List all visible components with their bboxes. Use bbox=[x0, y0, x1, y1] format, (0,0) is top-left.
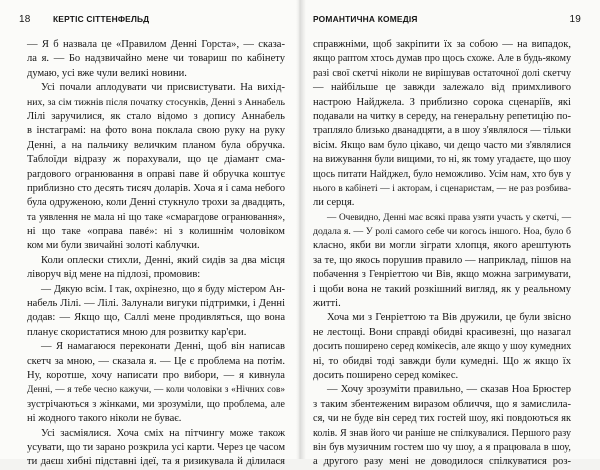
text-line: планує скористатися мною для розвитку кар'єри. bbox=[27, 326, 247, 338]
left-page-body bbox=[27, 38, 285, 470]
text-line: додав: — Якщо що, Саллі мене продивляться, що вона bbox=[27, 312, 285, 324]
text-line: трапляло близько дванадцяти, а в шоу з'являлося — тільки bbox=[313, 125, 571, 137]
text-line: них, за сім тижнів після початку стосунків, Денні з Аннабель bbox=[27, 96, 285, 108]
text-line: думаю, усі вже чули великі новини. bbox=[27, 67, 187, 79]
text-line: Лілі заручилися, як стало відомо з допису Аннабель bbox=[27, 110, 285, 122]
text-line: усувати, що ти зарано розкрила усі карти. Через це часом bbox=[27, 441, 286, 453]
text-line: колів. Я знав його чи раніше не спілкувалися. Першого разу bbox=[313, 427, 571, 439]
text-line: вісім. Якщо вам було цікаво, чи дещо часто ми з'являлися bbox=[313, 139, 571, 151]
text-line: Усі засміялися. Хоча сміх на пітчингу може також bbox=[41, 427, 285, 439]
text-line: а другого разу мені не доводилося спілкуватися роз- bbox=[313, 456, 571, 468]
text-line: додала я. — У ролі самого себе чи когось іншого. Ноа, було б bbox=[313, 226, 571, 238]
text-line: досить поширено серед комікесів, але якщо у шоу кумедних bbox=[313, 341, 572, 353]
text-line: Усі почали аплодувати чи присвистувати. На вихід- bbox=[41, 82, 285, 94]
text-line: ні, то обидві тоді завжди були кумедні. Що ж якщо їх bbox=[313, 355, 571, 367]
right-page-body bbox=[313, 38, 571, 470]
text-line: Ну, коротше, хочу написати про вибори, — я кивнула bbox=[27, 369, 285, 381]
text-line: Хоча ми з Генріеттою та Вів дружили, це були звісно bbox=[327, 312, 571, 324]
text-line: ся, чи не буде він серед тих гостей шоу, які повдоються як bbox=[313, 413, 571, 425]
text-line: з таким збентеженим виразом обличчя, що я замислила- bbox=[313, 398, 571, 410]
right-page-number: 19 bbox=[569, 14, 581, 25]
text-line: подавали на читку в середу, на генеральну репетицію по- bbox=[313, 110, 571, 122]
text-line: ні що таке «оправа павé»: ні з колишнім чоловіком bbox=[27, 226, 285, 238]
text-line: ли серця. bbox=[313, 197, 355, 209]
text-line: ти даєш хибні підставні ідеї, та я ризикувала й ділилася bbox=[27, 456, 285, 468]
text-line: Денні, — я тебе чесно кажучи, — коли чоловіки з «Нічних сов» bbox=[27, 385, 285, 396]
text-line: — найбільше це завжди залежало від примхливого bbox=[313, 82, 571, 94]
text-line: ні жодного такого ніколи не буває. bbox=[27, 413, 182, 425]
text-line: та уявлення не мала ні що таке «смарагдове огранювання», bbox=[27, 211, 285, 223]
text-line: — Хочу зрозуміти правильно, — сказав Ноа Брюстер bbox=[327, 384, 571, 396]
text-line: за те, що якось порушив правило — наприклад, пішов на bbox=[313, 254, 571, 266]
text-line: справжніми, щоб закріпити їх за собою — на випадок, bbox=[313, 39, 571, 50]
right-running-head: РОМАНТИЧНА КОМЕДІЯ bbox=[313, 14, 418, 24]
text-line: набель Лілі. — Лілі. Залунали вигуки підтримки, і Денні bbox=[27, 298, 285, 310]
text-line: — Дякую всім. І так, охрінезно, що я буду містером Ан- bbox=[41, 283, 285, 295]
text-line: ліворуч від мене на підлозі, промовив: bbox=[27, 269, 201, 281]
text-line: — Я намагаюся переконати Денні, щоб він написав bbox=[41, 341, 285, 353]
text-line: ла я. — Бо надзвичайно мене чи товариш по кабінету bbox=[27, 53, 285, 65]
text-line: рагдового огранювання в оправі паве й обручка коштує bbox=[27, 168, 285, 180]
left-running-head: КЕРТІС СІТТЕНФЕЛЬД bbox=[53, 14, 150, 24]
text-line: він був музичним гостем шо чу шоу, а я працювала в шоу, bbox=[313, 441, 571, 453]
text-line: класно, якби ви могли зіграти хлопця, якого арештують bbox=[313, 240, 571, 252]
text-line: настрою Найджела. З приблизно сорока сценаріїв, які bbox=[313, 96, 571, 108]
text-line: Денні, а на пальчику величким планом була обручка. bbox=[27, 139, 285, 151]
text-line: в інстаграмі: на фото вона поклала свою руку на руку bbox=[27, 125, 285, 137]
text-line: якщо раптом хтось думав про щось схоже. Але в будь-якому bbox=[313, 53, 571, 65]
text-line: була одруженою, коли Денні стукнуло трохи за двадцять, bbox=[27, 197, 285, 209]
text-line: скетч за мною, — сказала я. — Це є проблема на потім. bbox=[27, 355, 285, 367]
text-line: щось питати Найджел, було неможливо. Усім нам, хто був у bbox=[313, 168, 571, 180]
left-page-header bbox=[19, 14, 287, 28]
text-line: Таблоїди відразу ж порахували, що це діамант сма- bbox=[27, 154, 285, 166]
text-line: зустрічаються з жінками, ми зрозуміли, що проблема, але bbox=[27, 398, 285, 410]
text-line: разі свої скетчі ніколи не вирішував остаточної долі скетчу bbox=[313, 67, 571, 79]
text-line: ком ми були звичайні золоті каблучки. bbox=[27, 240, 200, 252]
text-line: і щоби вона не такий розкішний вигляд, як у реальному bbox=[313, 283, 571, 295]
text-line: — Очевидно, Денні має всякі права узяти участь у скетчі, — bbox=[327, 212, 571, 223]
text-line: нього в кабінеті — і акторам, і сценаристам, — не раз розбива- bbox=[313, 182, 571, 194]
text-line: досить поширено серед комікес. bbox=[313, 369, 459, 381]
text-line: — Я б назвала це «Правилом Денні Горста», — сказа- bbox=[27, 39, 285, 50]
text-line: не лестощі. Вони справді обидві красивезні, що назагал bbox=[313, 326, 571, 338]
text-line: житті. bbox=[313, 298, 341, 310]
right-page bbox=[301, 0, 600, 468]
left-page bbox=[0, 0, 299, 468]
text-line: приблизно сто десять тисяч доларів. Хоча я і сама небого bbox=[27, 182, 285, 194]
right-page-header bbox=[313, 14, 581, 28]
left-page-number: 18 bbox=[19, 14, 31, 25]
text-line: Коли оплески стихли, Денні, який сидів за два місця bbox=[41, 254, 285, 266]
text-line: на вижування були вищими, то ні, як тому угадаєте, що шоу bbox=[313, 154, 571, 166]
text-line: побачення з Генріеттою чи Вів, якщо можна загримувати, bbox=[313, 269, 571, 281]
